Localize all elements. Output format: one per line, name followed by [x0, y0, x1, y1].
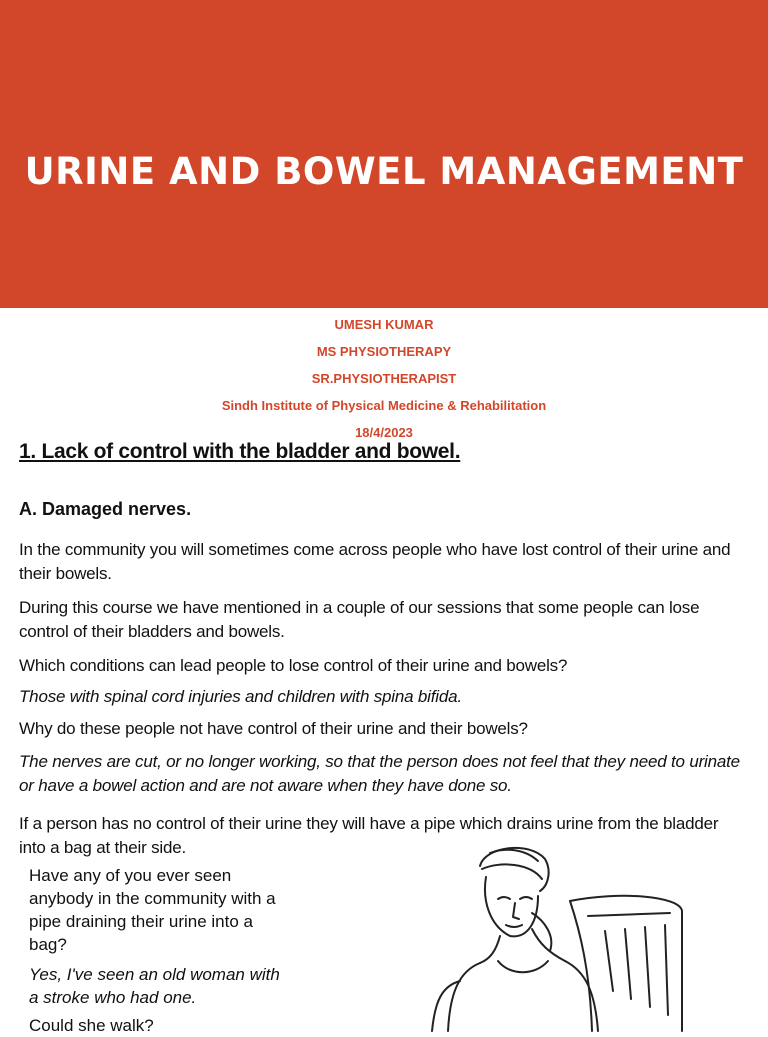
- author-block: [0, 314, 768, 449]
- section-heading: 1. Lack of control with the bladder and bowel.: [19, 440, 461, 463]
- paragraph-1: In the community you will sometimes come across people who have lost control of their urine and their bowels.: [19, 540, 731, 583]
- woman-illustration: [420, 841, 768, 1031]
- author-institute: Sindh Institute of Physical Medicine & Rehabilitation: [221, 398, 547, 413]
- author-position: SR.PHYSIOTHERAPIST: [311, 371, 457, 386]
- author-name: UMESH KUMAR: [334, 317, 434, 332]
- subsection-heading: A. Damaged nerves.: [19, 499, 192, 519]
- title-banner: [0, 0, 768, 308]
- paragraph-4: Those with spinal cord injuries and children with spina bifida.: [19, 687, 462, 706]
- paragraph-7: If a person has no control of their urine they will have a pipe which drains urine from the bladder into a bag at their side.: [19, 814, 719, 857]
- scanned-document: [0, 436, 768, 1035]
- question-2: Could she walk?: [29, 1016, 154, 1035]
- paragraph-6: The nerves are cut, or no longer working, so that the person does not feel that they need to urinate or have a bowel action and are not aware when they have done so.: [19, 752, 740, 795]
- paragraph-5: Why do these people not have control of their urine and their bowels?: [19, 719, 528, 738]
- answer-1: Yes, I've seen an old woman with a stroke who had one.: [29, 965, 280, 1007]
- paragraph-2: During this course we have mentioned in a couple of our sessions that some people can lose control of their bladders and bowels.: [19, 598, 700, 641]
- question-1: Have any of you ever seen anybody in the community with a pipe draining their urine into a bag?: [29, 866, 276, 954]
- author-date: 18/4/2023: [355, 425, 413, 440]
- paragraph-3: Which conditions can lead people to lose control of their urine and bowels?: [19, 656, 568, 675]
- author-degree: MS PHYSIOTHERAPY: [316, 344, 452, 359]
- page-title: URINE AND BOWEL MANAGEMENT: [24, 150, 744, 193]
